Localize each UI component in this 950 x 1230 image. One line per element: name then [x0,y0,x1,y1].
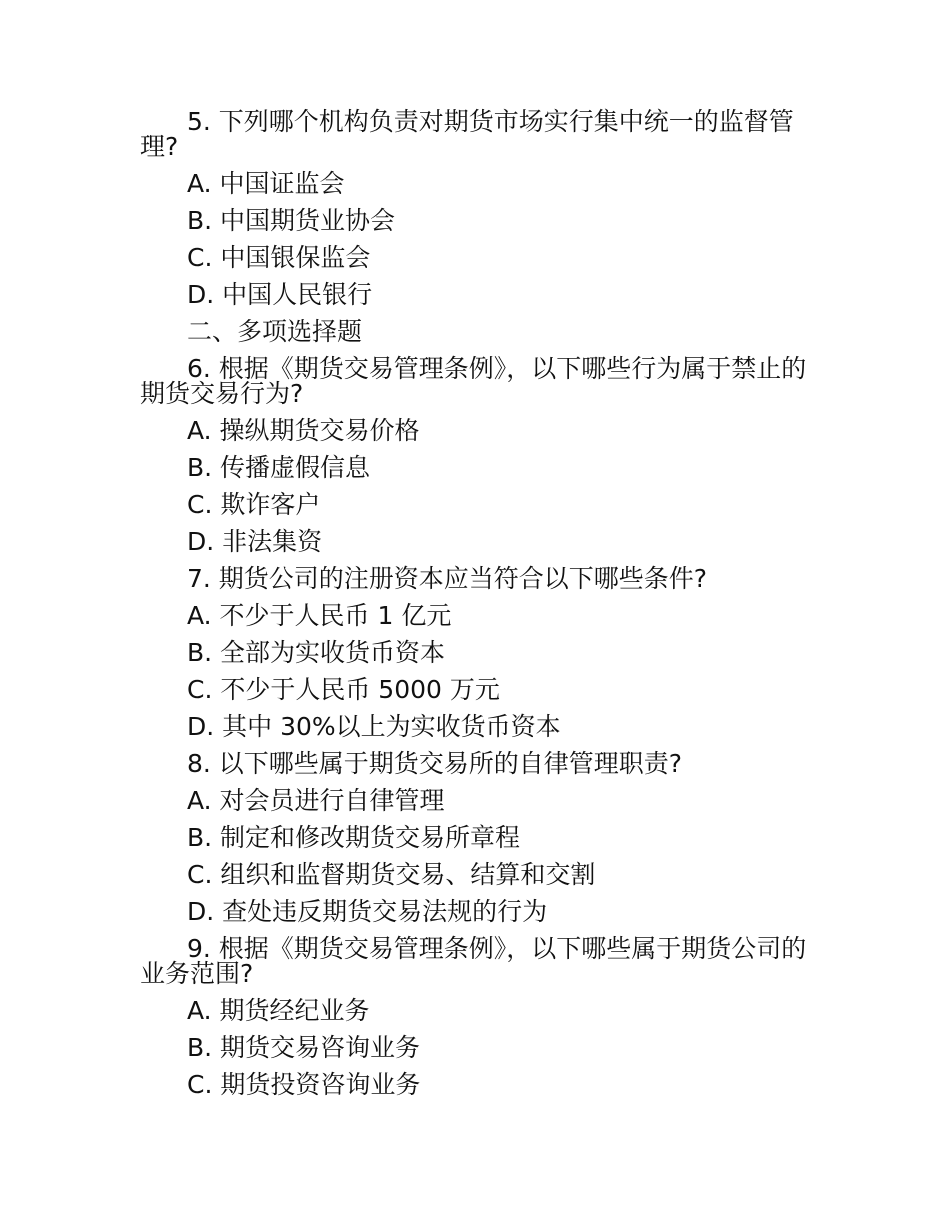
question-6-option-a: A. 操纵期货交易价格 [187,416,420,445]
question-7-option-a: A. 不少于人民币 1 亿元 [187,601,452,630]
question-7-option-d: D. 其中 30%以上为实收货币资本 [187,712,561,741]
question-6-option-b: B. 传播虚假信息 [187,453,371,482]
question-5-text: 5. 下列哪个机构负责对期货市场实行集中统一的监督管 [187,107,794,136]
question-8-option-a: A. 对会员进行自律管理 [187,786,445,815]
question-9-option-b: B. 期货交易咨询业务 [187,1033,421,1062]
question-6-text: 6. 根据《期货交易管理条例》，以下哪些行为属于禁止的 [187,354,807,383]
document-body [140,103,820,1103]
question-6-option-c: C. 欺诈客户 [187,490,321,519]
question-9-option-a: A. 期货经纪业务 [187,996,370,1025]
question-7-option-c: C. 不少于人民币 5000 万元 [187,675,500,704]
question-5-text-continued: 理? [140,132,179,161]
question-9-text: 9. 根据《期货交易管理条例》，以下哪些属于期货公司的 [187,934,807,963]
question-9-option-c: C. 期货投资咨询业务 [187,1070,421,1099]
question-8-option-d: D. 查处违反期货交易法规的行为 [187,897,548,926]
question-7-text: 7. 期货公司的注册资本应当符合以下哪些条件? [187,564,708,593]
question-5-option-b: B. 中国期货业协会 [187,206,396,235]
question-5-option-a: A. 中国证监会 [187,169,345,198]
question-6-text-continued: 期货交易行为? [140,379,304,408]
question-6-option-d: D. 非法集资 [187,527,323,556]
question-7-option-b: B. 全部为实收货币资本 [187,638,446,667]
question-5-option-c: C. 中国银保监会 [187,243,371,272]
question-8-option-b: B. 制定和修改期货交易所章程 [187,823,521,852]
question-8-option-c: C. 组织和监督期货交易、结算和交割 [187,860,596,889]
question-9-text-continued: 业务范围? [140,959,254,988]
section-heading-multiple-choice: 二、多项选择题 [187,317,363,346]
question-5-option-d: D. 中国人民银行 [187,280,373,309]
question-8-text: 8. 以下哪些属于期货交易所的自律管理职责? [187,749,683,778]
